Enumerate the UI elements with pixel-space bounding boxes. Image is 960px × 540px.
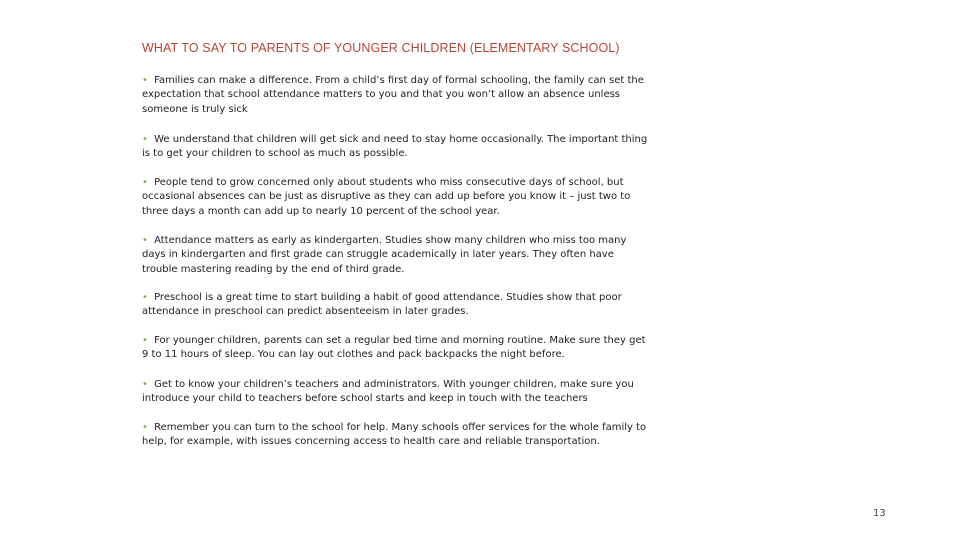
- bullet-text: Preschool is a great time to start building a habit of good attendance. Studies show that poor attendance in preschool can predict absenteeism in later grades.: [142, 292, 622, 318]
- bullet-text: Remember you can turn to the school for help. Many schools offer services for the whole family to help, for example, with issues concerning access to health care and reliable transportation.: [142, 422, 647, 448]
- bullet-text: Attendance matters as early as kindergarten. Studies show many children who miss too many days in kindergarten and first grade can struggle academically in later years. They often have trouble mastering reading by the end of third grade.: [142, 235, 627, 275]
- bullet-item: [142, 74, 652, 117]
- bullet-marker: •: [142, 134, 152, 145]
- bullet-item: [142, 291, 652, 320]
- bullet-marker: •: [142, 177, 152, 188]
- bullet-text: Families can make a difference. From a child’s first day of formal schooling, the family can set the expectation that school attendance matters to you and that you won’t allow an absence unless someone is truly sick: [142, 75, 644, 115]
- bullet-item: [142, 378, 652, 407]
- bullet-text: People tend to grow concerned only about students who miss consecutive days of school, but occasional absences can be just as disruptive as they can add up before you know it – just two to three days a month can add up to nearly 10 percent of the school year.: [142, 177, 631, 217]
- bullet-item: [142, 334, 652, 363]
- bullet-marker: •: [142, 75, 152, 86]
- bullet-text: Get to know your children’s teachers and administrators. With younger children, make sure you introduce your child to teachers before school starts and keep in touch with the teachers: [142, 379, 634, 405]
- page-number: 13: [873, 508, 886, 519]
- bullet-marker: •: [142, 422, 152, 433]
- bullet-item: [142, 133, 652, 162]
- bullet-item: [142, 234, 652, 277]
- bullet-marker: •: [142, 292, 152, 303]
- bullet-item: [142, 421, 652, 450]
- slide-title: WHAT TO SAY TO PARENTS OF YOUNGER CHILDREN (ELEMENTARY SCHOOL): [142, 41, 620, 55]
- bullet-marker: •: [142, 235, 152, 246]
- bullet-text: For younger children, parents can set a regular bed time and morning routine. Make sure they get 9 to 11 hours of sleep. You can lay out clothes and pack backpacks the night before.: [142, 335, 646, 361]
- bullet-marker: •: [142, 379, 152, 390]
- bullet-text: We understand that children will get sick and need to stay home occasionally. The important thing is to get your children to school as much as possible.: [142, 134, 648, 160]
- bullet-marker: •: [142, 335, 152, 346]
- bullet-item: [142, 176, 652, 219]
